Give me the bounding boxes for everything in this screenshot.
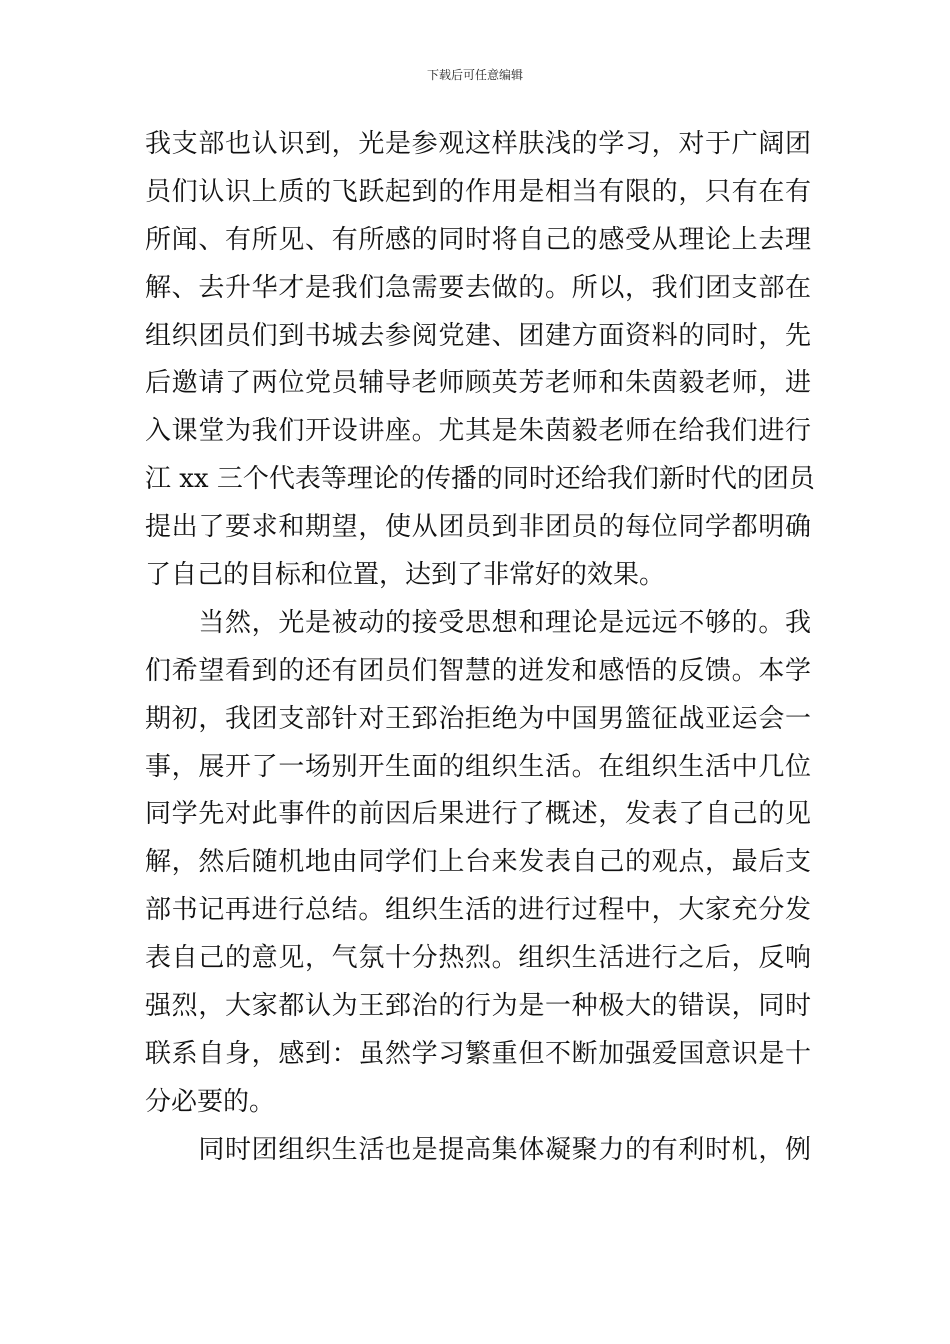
text-line: 我支部也认识到，光是参观这样肤浅的学习，对于广阔团 <box>145 129 811 159</box>
text-line: 解，然后随机地由同学们上台来发表自己的观点，最后支 <box>145 847 811 878</box>
text-line: 当然，光是被动的接受思想和理论是远远不够的。我 <box>145 607 811 638</box>
text-line: 分必要的。 <box>145 1086 276 1117</box>
text-line: 提出了要求和期望，使从团员到非团员的每位同学都明确 <box>145 512 811 543</box>
text-line: 部书记再进行总结。组织生活的进行过程中，大家充分发 <box>145 895 811 926</box>
text-line: 入课堂为我们开设讲座。尤其是朱茵毅老师在给我们进行 <box>145 416 811 447</box>
text-line: 表自己的意见，气氛十分热烈。组织生活进行之后，反响 <box>145 943 811 974</box>
text-line: 同时团组织生活也是提高集体凝聚力的有利时机，例 <box>145 1134 811 1165</box>
text-line: 事，展开了一场别开生面的组织生活。在组织生活中几位 <box>145 751 811 782</box>
header-note: 下载后可任意编辑 <box>426 68 523 82</box>
text-line: 解、去升华才是我们急需要去做的。所以，我们团支部在 <box>145 272 811 303</box>
text-line: 员们认识上质的飞跃起到的作用是相当有限的，只有在有 <box>145 176 811 207</box>
text-line: 联系自身，感到：虽然学习繁重但不断加强爱国意识是十 <box>145 1038 811 1069</box>
text-line: 江 xx 三个代表等理论的传播的同时还给我们新时代的团员 <box>145 464 815 495</box>
text-line: 期初，我团支部针对王郅治拒绝为中国男篮征战亚运会一 <box>145 703 811 734</box>
text-line: 了自己的目标和位置，达到了非常好的效果。 <box>145 560 666 591</box>
text-line: 同学先对此事件的前因后果进行了概述，发表了自己的见 <box>145 799 811 830</box>
text-line: 组织团员们到书城去参阅党建、团建方面资料的同时，先 <box>145 320 811 351</box>
text-line: 所闻、有所见、有所感的同时将自己的感受从理论上去理 <box>145 224 811 255</box>
text-line: 们希望看到的还有团员们智慧的迸发和感悟的反馈。本学 <box>145 655 811 686</box>
text-line: 强烈，大家都认为王郅治的行为是一种极大的错误，同时 <box>145 991 811 1022</box>
body-text <box>145 121 815 1175</box>
text-line: 后邀请了两位党员辅导老师顾英芳老师和朱茵毅老师，进 <box>145 368 811 399</box>
